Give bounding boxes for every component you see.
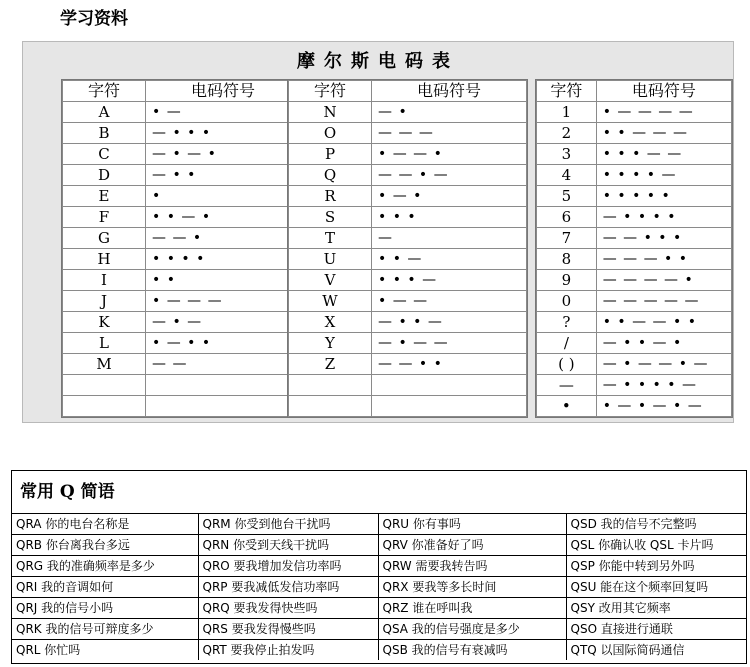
morse-code: • — • [372,186,527,207]
morse-char: J [63,291,146,312]
table-row [289,102,527,123]
col-header-code: 电码符号 [146,81,301,102]
morse-char: / [537,333,597,354]
table-row [63,312,301,333]
morse-code [372,375,527,396]
table-row [537,207,732,228]
q-code-title: 常用 Q 简语 [12,471,746,514]
morse-char: D [63,165,146,186]
morse-code: • — [146,102,301,123]
morse-char: S [289,207,372,228]
table-row [289,270,527,291]
morse-code: • • • [372,207,527,228]
table-row [289,354,527,375]
q-code-cell: QRW 需要我转告吗 [378,556,566,577]
q-code-cell: QSL 你确认收 QSL 卡片吗 [566,535,746,556]
morse-code: • • • • • [596,186,731,207]
morse-char: 1 [537,102,597,123]
table-row [537,270,732,291]
morse-code: — [372,228,527,249]
q-code-cell: QRQ 要我发得快些吗 [198,598,378,619]
q-code-cell: QSP 你能中转到另外吗 [566,556,746,577]
morse-code: — • • — [372,312,527,333]
table-row [63,291,301,312]
table-row [63,375,301,396]
morse-char: V [289,270,372,291]
table-row [289,333,527,354]
q-code-cell: QSD 我的信号不完整吗 [566,514,746,535]
morse-code: — — • • • [596,228,731,249]
morse-table-title: 摩尔斯电码表 [297,51,459,72]
morse-char: F [63,207,146,228]
table-row [63,333,301,354]
table-row [63,270,301,291]
morse-code: — — — • • [596,249,731,270]
q-code-cell: QTQ 以国际简码通信 [566,640,746,661]
q-code-cell: QRK 我的信号可辩度多少 [12,619,198,640]
table-row [12,535,746,556]
morse-code: — — — — — [596,291,731,312]
table-row [63,228,301,249]
morse-code: • • • — [372,270,527,291]
q-code-cell: QRS 要我发得慢些吗 [198,619,378,640]
q-code-cell: QSA 我的信号强度是多少 [378,619,566,640]
morse-code: • — — — [146,291,301,312]
morse-code: — • • — • [596,333,731,354]
table-row [537,186,732,207]
table-row [537,291,732,312]
col-header-char: 字符 [537,81,597,102]
morse-code: • — • — • — [596,396,731,417]
morse-char: A [63,102,146,123]
q-code-table [12,514,746,660]
morse-char: 6 [537,207,597,228]
morse-char: O [289,123,372,144]
table-row [12,514,746,535]
q-code-cell: QSO 直接进行通联 [566,619,746,640]
table-row [289,396,527,417]
morse-char: • [537,396,597,417]
table-row [289,165,527,186]
morse-char: B [63,123,146,144]
morse-code: — — • • [372,354,527,375]
morse-code: • — — — — [596,102,731,123]
q-code-cell: QRT 要我停止拍发吗 [198,640,378,661]
morse-code: • • [146,270,301,291]
morse-char: ( ) [537,354,597,375]
morse-code: • • • • [146,249,301,270]
table-row [63,207,301,228]
q-code-box [11,470,747,664]
table-row [537,333,732,354]
table-row [537,102,732,123]
morse-char: — [537,375,597,396]
q-code-cell: QRM 你受到他台干扰吗 [198,514,378,535]
table-row [537,312,732,333]
morse-char: K [63,312,146,333]
morse-char: U [289,249,372,270]
q-code-cell: QRX 要我等多长时间 [378,577,566,598]
table-row [289,228,527,249]
morse-code: — • — — [372,333,527,354]
q-code-cell: QSY 改用其它频率 [566,598,746,619]
table-row [537,123,732,144]
morse-char: 2 [537,123,597,144]
morse-char [63,396,146,417]
q-code-cell: QRL 你忙吗 [12,640,198,661]
morse-code: — — — [372,123,527,144]
morse-code: • • — — — [596,123,731,144]
col-header-code: 电码符号 [596,81,731,102]
morse-char [289,375,372,396]
morse-char: 7 [537,228,597,249]
table-row [537,375,732,396]
morse-code: • — • • [146,333,301,354]
q-code-cell: QRU 你有事吗 [378,514,566,535]
morse-code-table [22,41,734,423]
morse-code [146,375,301,396]
table-row [289,312,527,333]
morse-code: • • • • — [596,165,731,186]
table-row [12,598,746,619]
morse-char: Y [289,333,372,354]
morse-code: • • — • [146,207,301,228]
table-row [537,165,732,186]
morse-code: — • • • • — [596,375,731,396]
q-code-cell: QRA 你的电台名称是 [12,514,198,535]
morse-char: G [63,228,146,249]
q-code-cell: QRJ 我的信号小吗 [12,598,198,619]
table-row [63,165,301,186]
morse-char: Z [289,354,372,375]
table-row [289,186,527,207]
morse-char: W [289,291,372,312]
morse-code: — — • — [372,165,527,186]
table-row [289,207,527,228]
morse-char: C [63,144,146,165]
table-row [289,291,527,312]
table-row [12,619,746,640]
morse-code: — — — — • [596,270,731,291]
q-code-cell: QRV 你准备好了吗 [378,535,566,556]
table-row [289,249,527,270]
morse-char: L [63,333,146,354]
q-code-cell: QRN 你受到天线干扰吗 [198,535,378,556]
table-row [63,102,301,123]
morse-code: — • • • • [596,207,731,228]
table-row [63,123,301,144]
q-code-cell: QRZ 谁在呼叫我 [378,598,566,619]
morse-code: — • • [146,165,301,186]
q-code-cell: QRI 我的音调如何 [12,577,198,598]
morse-char: H [63,249,146,270]
morse-char [63,375,146,396]
morse-char [289,396,372,417]
morse-char: R [289,186,372,207]
morse-char: E [63,186,146,207]
morse-column [61,79,302,418]
table-row [289,144,527,165]
table-row [12,556,746,577]
col-header-char: 字符 [289,81,372,102]
col-header-code: 电码符号 [372,81,527,102]
table-row [63,396,301,417]
table-row [537,228,732,249]
morse-char: T [289,228,372,249]
table-row [537,396,732,417]
morse-char: 0 [537,291,597,312]
table-row [537,354,732,375]
morse-code: — • — [146,312,301,333]
table-row [289,375,527,396]
morse-code: • [146,186,301,207]
morse-code: • • — — • • [596,312,731,333]
morse-code: — • [372,102,527,123]
col-header-char: 字符 [63,81,146,102]
morse-char: X [289,312,372,333]
morse-column [287,79,528,418]
morse-char: ? [537,312,597,333]
morse-char: 5 [537,186,597,207]
q-code-cell: QSU 能在这个频率回复吗 [566,577,746,598]
q-code-cell: QRO 要我增加发信功率吗 [198,556,378,577]
morse-char: I [63,270,146,291]
morse-char: P [289,144,372,165]
morse-char: 4 [537,165,597,186]
table-row [63,186,301,207]
morse-code: — • — — • — [596,354,731,375]
morse-code: — — • [146,228,301,249]
morse-code: • — — • [372,144,527,165]
table-row [63,144,301,165]
table-row [63,249,301,270]
morse-char: 3 [537,144,597,165]
morse-column [535,79,733,418]
table-row [12,640,746,661]
page-title: 学习资料 [60,9,128,29]
morse-code: — • • • [146,123,301,144]
table-row [63,354,301,375]
table-row [289,123,527,144]
morse-char: 9 [537,270,597,291]
morse-code: • • • — — [596,144,731,165]
table-row [537,144,732,165]
morse-code: • — — [372,291,527,312]
morse-char: 8 [537,249,597,270]
morse-char: M [63,354,146,375]
morse-code: • • — [372,249,527,270]
q-code-cell: QRP 要我减低发信功率吗 [198,577,378,598]
morse-code: — • — • [146,144,301,165]
q-code-cell: QRB 你台离我台多远 [12,535,198,556]
q-code-cell: QSB 我的信号有衰减吗 [378,640,566,661]
morse-char: N [289,102,372,123]
morse-code [146,396,301,417]
table-row [12,577,746,598]
morse-char: Q [289,165,372,186]
morse-code [372,396,527,417]
table-row [537,249,732,270]
q-code-cell: QRG 我的准确频率是多少 [12,556,198,577]
morse-code: — — [146,354,301,375]
